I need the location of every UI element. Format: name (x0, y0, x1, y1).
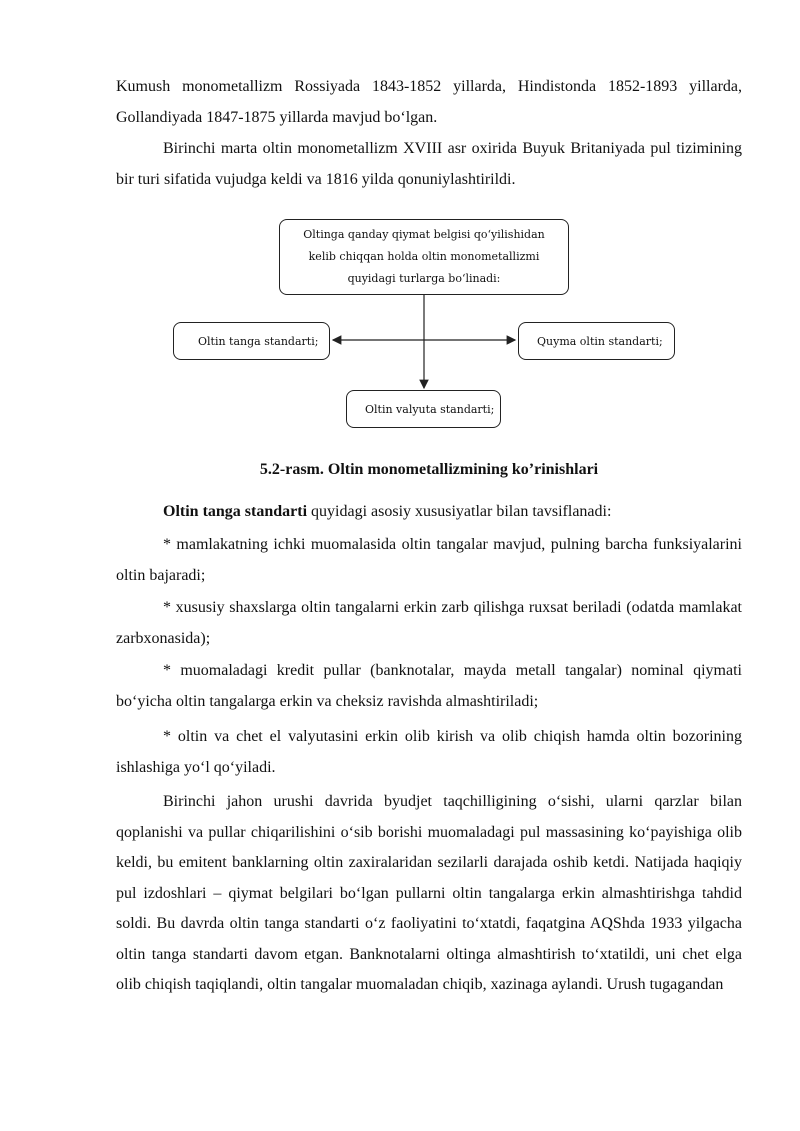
gold-monometallism-diagram (0, 205, 800, 445)
diagram-box-gold-bullion-standard: Quyma oltin standarti; (518, 322, 675, 360)
paragraph-world-war: Birinchi jahon urushi davrida byudjet taqchilligining o‘sishi, ularni qarzlar bilan qoplanishi va pullar chiqarilishini o‘sib borishi muomaladagi pul massasining ko‘payishiga olib keldi, bu emitent banklarning oltin zaxiralaridan sezilarli darajada oshib ketdi. Natijada haqiqiy pul izdoshlari – qiymat belgilari bo‘lgan pullarni oltin tangalarga erkin almashtirishga tahdid soldi. Bu davrda oltin tanga standarti o‘z faoliyatini to‘xtatdi, faqatgina AQShda 1933 yilgacha oltin tanga standarti davom etgan. Banknotalarni oltinga almashtirish to‘xtatildi, uni chet elga olib chiqish taqiqlandi, oltin tangalar muomaladan chiqib, xazinaga aylandi. Urush tugagandan (116, 793, 742, 993)
figure-caption: 5.2-rasm. Oltin monometallizmining ko’rinishlari (259, 461, 599, 478)
diagram-box-gold-coin-standard: Oltin tanga standarti; (173, 322, 330, 360)
intro-rest: quyidagi asosiy xususiyatlar bilan tavsiflanadi: (307, 503, 612, 520)
term-gold-coin-standard: Oltin tanga standarti (163, 503, 308, 520)
diagram-box-gold-exchange-standard: Oltin valyuta standarti; (346, 390, 501, 428)
diagram-box-root: Oltinga qanday qiymat belgisi qo‘yilishidan kelib chiqqan holda oltin monometallizmi quyidagi turlarga bo‘linadi: (279, 219, 569, 295)
bullet-1: * mamlakatning ichki muomalasida oltin tangalar mavjud, pulning barcha funksiyalarini oltin bajaradi; (116, 536, 742, 584)
bullet-3: * muomaladagi kredit pullar (banknotalar, mayda metall tangalar) nominal qiymati bo‘yicha oltin tangalarga erkin va cheksiz ravishda almashtiriladi; (116, 662, 742, 710)
paragraph-silver-monometallism: Kumush monometallizm Rossiyada 1843-1852 yillarda, Hindistonda 1852-1893 yillarda, Gollandiyada 1847-1875 yillarda mavjud bo‘lgan. (116, 78, 742, 126)
bullet-4: * oltin va chet el valyutasini erkin olib kirish va olib chiqish hamda oltin bozorining ishlashiga yo‘l qo‘yiladi. (116, 728, 742, 776)
paragraph-gold-coin-intro (116, 497, 742, 528)
paragraph-gold-monometallism-origin: Birinchi marta oltin monometallizm XVIII asr oxirida Buyuk Britaniyada pul tizimining bir turi sifatida vujudga keldi va 1816 yilda qonuniylashtirildi. (116, 140, 742, 188)
bullet-2: * xususiy shaxslarga oltin tangalarni erkin zarb qilishga ruxsat beriladi (odatda mamlakat zarbxonasida); (116, 599, 742, 647)
